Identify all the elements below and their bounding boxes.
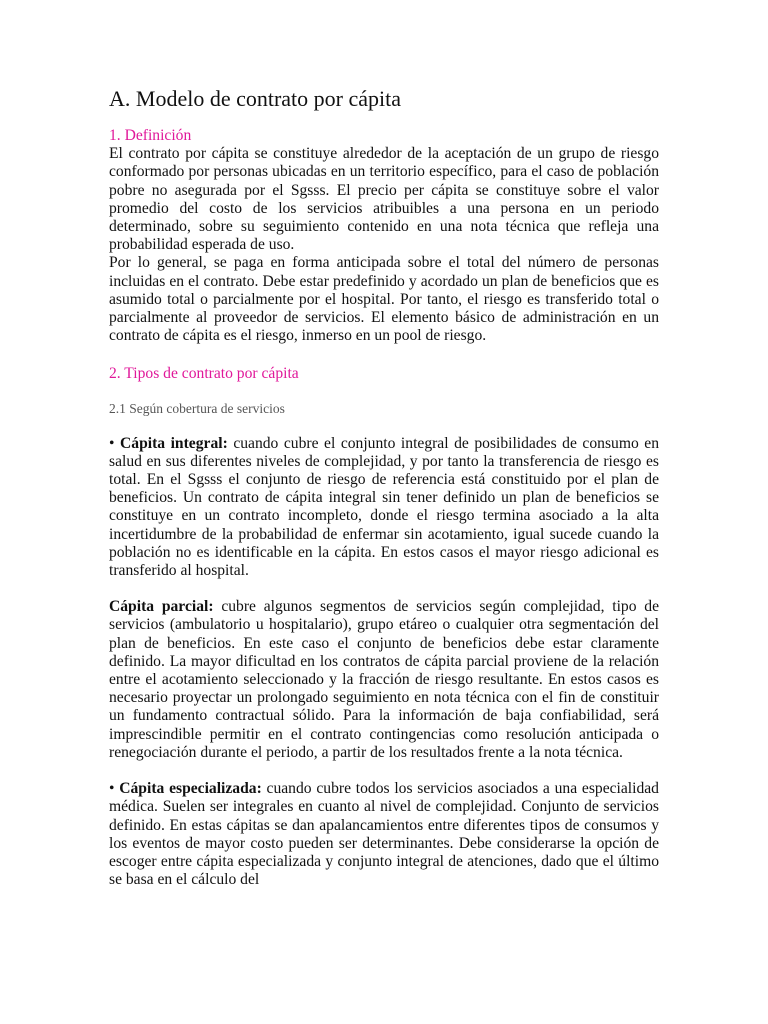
document-page (109, 86, 659, 889)
paragraph-capita-especializada (109, 780, 659, 889)
paragraph-definicion-1: El contrato por cápita se constituye alrededor de la aceptación de un grupo de riesgo conformado por personas ubicadas en un territorio específico, para el caso de población pobre no asegurada por el Sgsss. El precio per cápita se constituye sobre el valor promedio del costo de los servicios atribuibles a una persona en un periodo determinado, sobre su seguimiento contenido en una nota técnica que refleja una probabilidad esperada de uso. (109, 145, 659, 254)
section-heading-tipos: 2. Tipos de contrato por cápita (109, 365, 299, 383)
bullet-glyph: • (109, 434, 115, 452)
section-heading-definicion: 1. Definición (109, 127, 192, 144)
bullet-glyph: • (109, 780, 115, 798)
text-capita-integral: cuando cubre el conjunto integral de posibilidades de consumo en salud en sus diferentes niveles de complejidad, y por tanto la transferencia de riesgo es total. En el Sgsss el conjunto de riesgo de referencia está constituido por el plan de beneficios. Un contrato de cápita integral sin tener definido un plan de beneficios se constituye en un contrato incompleto, donde el riesgo termina asociado a la alta incertidumbre de la probabilidad de enfermar sin acotamiento, igual sucede cuando la población no es identificable en la cápita. En estos casos el mayor riesgo adicional es transferido al hospital. (109, 434, 659, 580)
subheading-cobertura: 2.1 Según cobertura de servicios (109, 400, 285, 416)
term-capita-integral: Cápita integral: (120, 434, 228, 452)
paragraph-capita-parcial (109, 598, 659, 762)
page-title: A. Modelo de contrato por cápita (109, 86, 402, 111)
text-capita-parcial: cubre algunos segmentos de servicios según complejidad, tipo de servicios (ambulatorio u hospitalario), grupo etáreo o cualquier otra segmentación del plan de beneficios. En este caso el conjunto de beneficios debe estar claramente definido. La mayor dificultad en los contratos de cápita parcial proviene de la relación entre el acotamiento seleccionado y la fracción de riesgo resultante. En estos casos es necesario proyectar un prolongado seguimiento en nota técnica con el fin de constituir un fundamento contractual sólido. Para la información de baja confiabilidad, será imprescindible permitir en el contrato contingencias como resolución anticipada o renegociación durante el periodo, a partir de los resultados frente a la nota técnica. (109, 598, 660, 761)
term-capita-especializada: Cápita especializada: (119, 780, 262, 798)
text-capita-especializada: cuando cubre todos los servicios asociados a una especialidad médica. Suelen ser integrales en cuanto al nivel de complejidad. Conjunto de servicios definido. En estas cápitas se dan apalancamientos entre diferentes tipos de consumos y los eventos de mayor costo pueden ser determinantes. Debe considerarse la opción de escoger entre cápita especializada y conjunto integral de atenciones, dado que el último se basa en el cálculo del (109, 780, 659, 889)
paragraph-capita-integral (109, 435, 659, 581)
term-capita-parcial: Cápita parcial: (109, 598, 214, 616)
paragraph-definicion-2: Por lo general, se paga en forma anticipada sobre el total del número de personas incluidas en el contrato. Debe estar predefinido y acordado un plan de beneficios que es asumido total o parcialmente por el hospital. Por tanto, el riesgo es transferido total o parcialmente al proveedor de servicios. El elemento básico de administración en un contrato de cápita es el riesgo, inmerso en un pool de riesgo. (109, 254, 659, 345)
